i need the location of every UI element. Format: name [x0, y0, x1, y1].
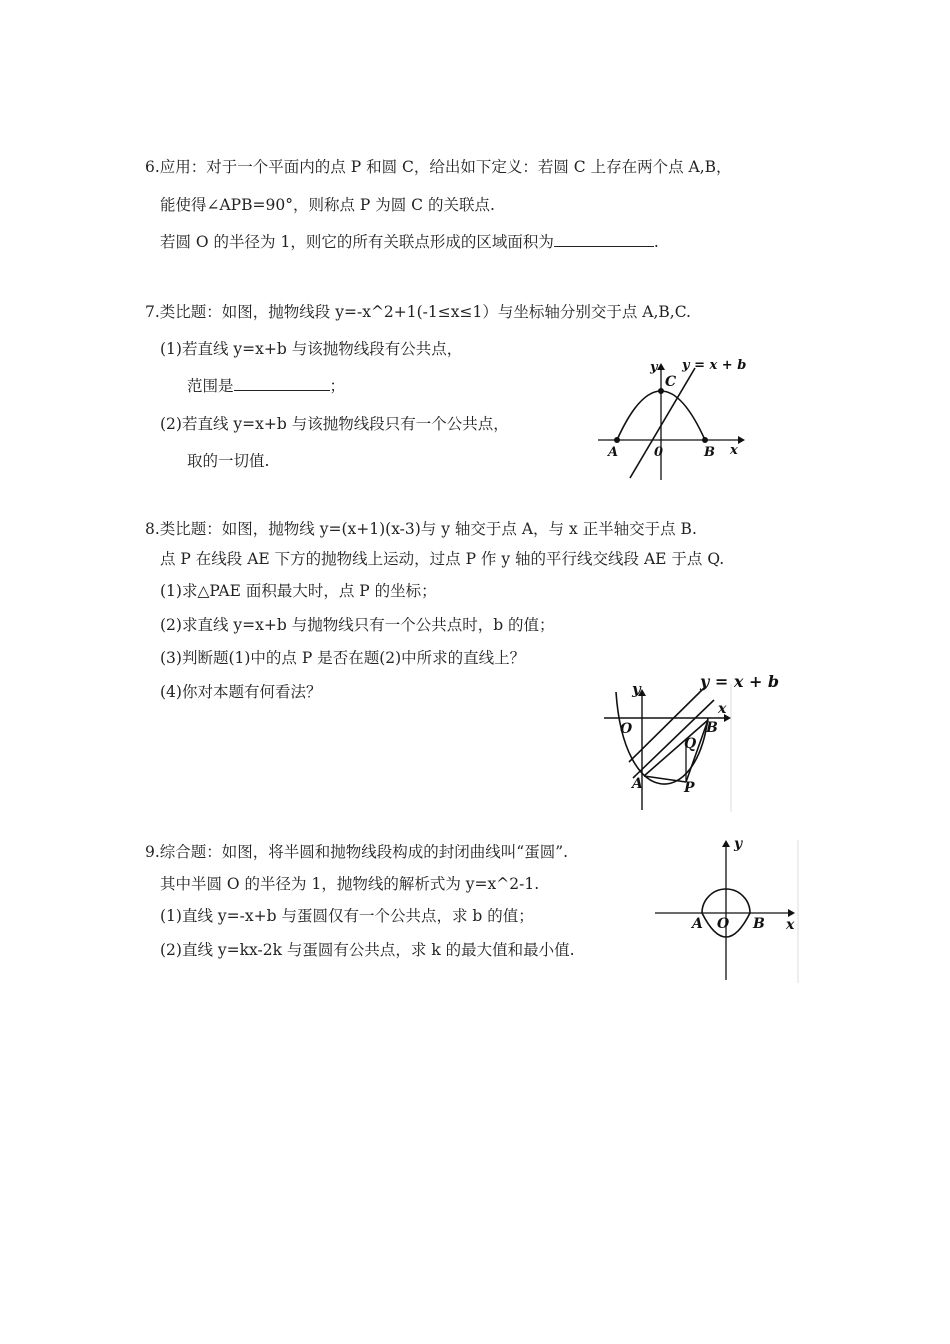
q9-fig-x-label: x	[786, 917, 795, 933]
q8-fig-line-label: y = x + b	[700, 672, 780, 691]
q8-line-3: (1)求△PAE 面积最大时，点 P 的坐标；	[160, 582, 437, 600]
q7-line-2: (1)若直线 y=x+b 与该抛物线段有公共点，	[160, 340, 463, 358]
q8-line-5: (3)判断题(1)中的点 P 是否在题(2)中所求的直线上？	[160, 649, 526, 667]
q8-fig-point-p: P	[684, 780, 695, 796]
q6-line-3-text: 若圆 O 的半径为 1，则它的所有关联点形成的区域面积为	[160, 233, 554, 251]
q8-fig-x-label: x	[718, 701, 727, 717]
q6-line-3-end: .	[653, 233, 659, 251]
q7-answer-blank	[234, 376, 330, 391]
q6-line-1: 6.应用：对于一个平面内的点 P 和圆 C，给出如下定义：若圆 C 上存在两个点 A,B，	[145, 158, 732, 176]
q7-fig-y-label: y	[650, 360, 658, 375]
q7-line-4: (2)若直线 y=x+b 与该抛物线段只有一个公共点，	[160, 415, 509, 433]
q7-fig-point-c: C	[665, 374, 677, 390]
q8-fig-point-a: A	[632, 776, 643, 792]
q7-fig-line-label: y = x + b	[682, 358, 747, 373]
q8-line-2: 点 P 在线段 AE 下方的抛物线上运动，过点 P 作 y 轴的平行线交线段 AE 于点 Q.	[160, 550, 725, 568]
q9-fig-point-b: B	[753, 916, 765, 932]
q8-fig-point-b: B	[706, 720, 718, 736]
q8-fig-point-q: Q	[684, 736, 697, 752]
q8-line-6: (4)你对本题有何看法？	[160, 683, 322, 701]
q8-line-1: 8.类比题：如图，抛物线 y=(x+1)(x-3)与 y 轴交于点 A，与 x 正半轴交于点 B.	[145, 520, 697, 538]
q8-line-4: (2)求直线 y=x+b 与抛物线只有一个公共点时，b 的值；	[160, 616, 555, 634]
q8-fig-origin: O	[620, 721, 633, 737]
q7-line-5: 取的一切值.	[187, 452, 270, 470]
q8-figure	[596, 670, 786, 815]
q7-fig-point-a: A	[608, 445, 619, 460]
q7-fig-origin: 0	[654, 445, 664, 460]
q7-fig-x-label: x	[730, 443, 738, 458]
q9-line-4: (2)直线 y=kx-2k 与蛋圆有公共点，求 k 的最大值和最小值.	[160, 941, 575, 959]
q7-line-3-end: ；	[329, 377, 346, 395]
q9-figure	[650, 835, 802, 985]
q8-fig-y-label: y	[632, 680, 641, 698]
q9-fig-y-label: y	[734, 836, 743, 852]
q6-line-3	[160, 232, 659, 252]
q6-answer-blank	[554, 232, 654, 247]
q7-line-1: 7.类比题：如图，抛物线段 y=-x^2+1(-1≤x≤1）与坐标轴分别交于点 A,B,C.	[145, 303, 691, 321]
q9-line-3: (1)直线 y=-x+b 与蛋圆仅有一个公共点，求 b 的值；	[160, 907, 534, 925]
q6-line-2: 能使得∠APB=90°，则称点 P 为圆 C 的关联点.	[160, 196, 495, 214]
q9-line-1: 9.综合题：如图，将半圆和抛物线段构成的封闭曲线叫“蛋圆”.	[145, 843, 569, 861]
q9-fig-origin: O	[717, 916, 730, 932]
q9-line-2: 其中半圆 O 的半径为 1，抛物线的解析式为 y=x^2-1.	[160, 875, 540, 893]
q7-line-3-text: 范围是	[187, 377, 234, 395]
q9-fig-point-a: A	[692, 916, 703, 932]
q7-figure	[590, 350, 750, 485]
q7-fig-point-b: B	[704, 445, 715, 460]
q7-line-3	[187, 376, 345, 396]
